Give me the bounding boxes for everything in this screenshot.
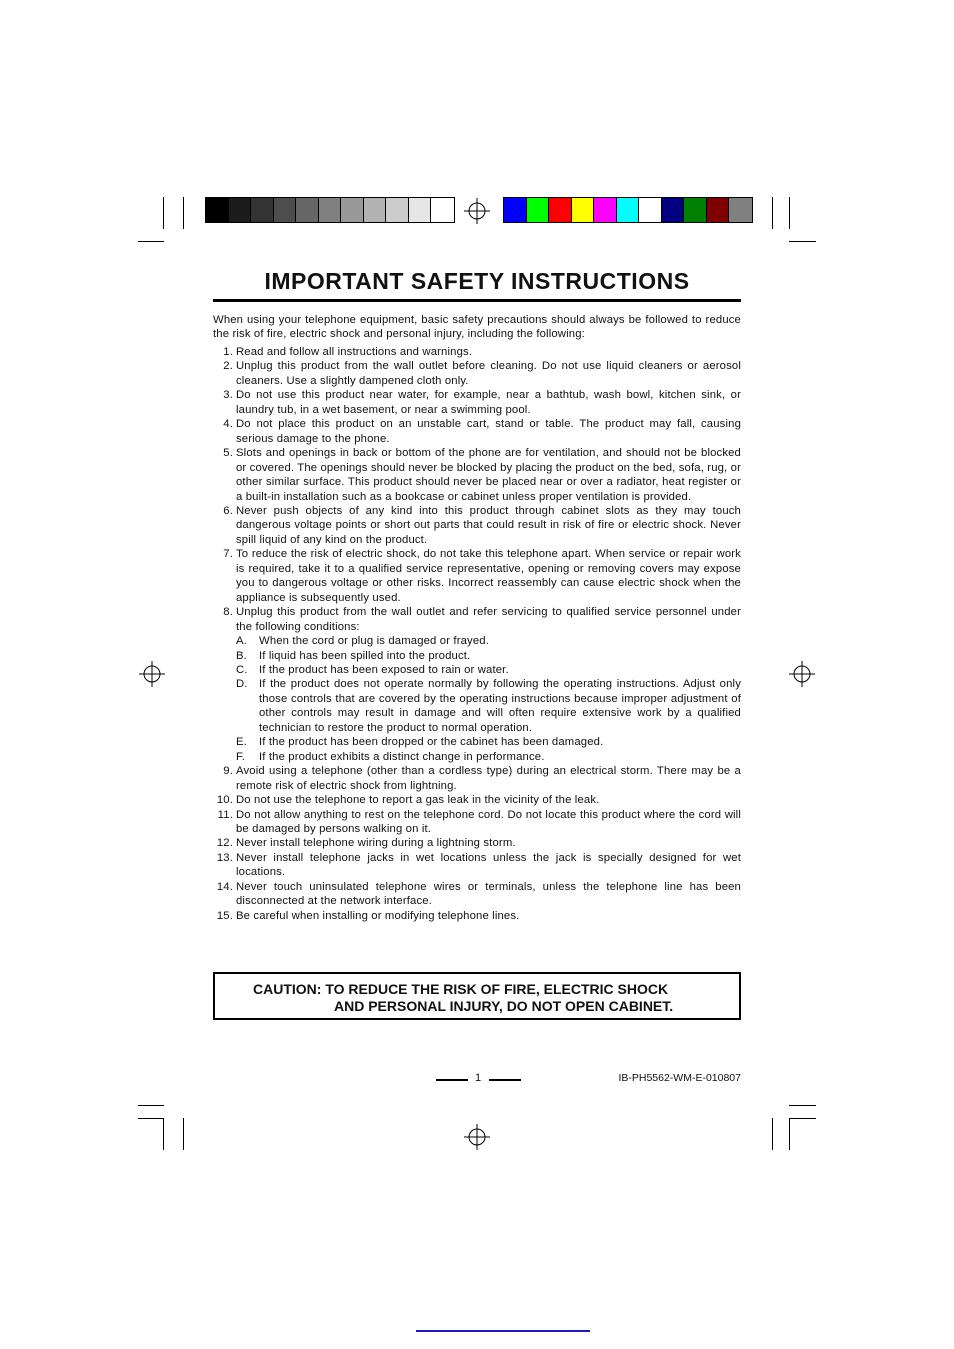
list-item-number: 11.	[217, 808, 233, 821]
list-item	[213, 446, 741, 504]
crop-mark	[772, 197, 773, 229]
list-item	[213, 851, 741, 880]
sub-list-letter: E.	[236, 736, 247, 749]
link-underline	[416, 1330, 590, 1332]
sub-list-letter: A.	[236, 635, 247, 648]
crop-mark	[772, 1118, 773, 1150]
calibration-swatch	[229, 198, 252, 222]
list-item-number: 8.	[223, 606, 233, 619]
sub-list-letter: C.	[236, 663, 248, 676]
title-underline	[213, 299, 741, 302]
calibration-swatch	[386, 198, 409, 222]
crop-mark	[183, 197, 184, 229]
list-item	[213, 417, 741, 446]
list-item-number: 14.	[216, 880, 233, 893]
list-item	[213, 504, 741, 547]
sub-list-letter: F.	[236, 750, 246, 763]
sub-list-item	[236, 634, 741, 648]
sub-list-letter: B.	[236, 649, 247, 662]
sub-list	[236, 634, 741, 764]
list-item	[213, 793, 741, 807]
list-item-text: To reduce the risk of electric shock, do not take this telephone apart. When service or repair work is required, take it to a qualified service representative, opening or removing covers may expose you to dangerous voltage or other risks. Incorrect reassembly can cause electric shock when the appliance is subsequently used.	[236, 548, 741, 604]
page-number-rule	[436, 1079, 468, 1081]
list-item-number: 13.	[216, 851, 233, 864]
crop-mark	[138, 1105, 164, 1106]
crop-mark	[789, 1105, 816, 1106]
crop-mark	[138, 241, 164, 242]
calibration-swatch	[617, 198, 640, 222]
crop-mark	[789, 1118, 816, 1119]
list-item-number: 10.	[216, 794, 233, 807]
sub-list-text: If liquid has been spilled into the product.	[259, 649, 471, 662]
list-item	[213, 764, 741, 793]
calibration-swatch	[527, 198, 550, 222]
calibration-swatch	[729, 198, 752, 222]
document-id: IB-PH5562-WM-E-010807	[618, 1072, 741, 1084]
sub-list-text: When the cord or plug is damaged or frayed.	[259, 635, 489, 648]
calibration-swatch	[662, 198, 685, 222]
calibration-swatch	[707, 198, 730, 222]
list-item	[213, 388, 741, 417]
registration-mark-icon	[139, 661, 165, 687]
list-item-number: 7.	[223, 548, 233, 561]
color-calibration-bar	[503, 197, 753, 223]
list-item-text: Unplug this product from the wall outlet and refer servicing to qualified service personnel under the following conditions:	[236, 606, 741, 633]
sub-list-item	[236, 735, 741, 749]
calibration-swatch	[251, 198, 274, 222]
crop-mark	[789, 241, 816, 242]
caution-line-1: CAUTION: TO REDUCE THE RISK OF FIRE, ELECTRIC SHOCK	[253, 981, 669, 997]
list-item-number: 6.	[223, 504, 233, 517]
sub-list-item	[236, 663, 741, 677]
intro-paragraph: When using your telephone equipment, basic safety precautions should always be followed to reduce the risk of fire, electric shock and personal injury, including the following:	[213, 314, 741, 341]
calibration-swatch	[572, 198, 595, 222]
sub-list-text: If the product does not operate normally by following the operating instructions. Adjust only those controls that are covered by the operating instructions because improper adjustment of other controls may result in damage and will often require extensive work by a qualified technician to restore the product to normal operation.	[259, 678, 741, 734]
registration-mark-icon	[464, 198, 490, 224]
list-item-number: 9.	[223, 765, 233, 778]
crop-mark	[789, 197, 790, 229]
list-item-number: 1.	[223, 346, 233, 358]
list-item-text: Never install telephone wiring during a lightning storm.	[236, 837, 516, 850]
list-item-text: Do not use the telephone to report a gas leak in the vicinity of the leak.	[236, 794, 600, 807]
registration-mark-icon	[789, 661, 815, 687]
sub-list-item	[236, 750, 741, 764]
list-item-number: 15.	[216, 909, 233, 922]
crop-mark	[163, 1118, 164, 1150]
list-item-text: Be careful when installing or modifying telephone lines.	[236, 909, 520, 922]
sub-list-letter: D.	[236, 678, 248, 691]
list-item-number: 5.	[223, 447, 233, 460]
list-item-text: Never install telephone jacks in wet locations unless the jack is specially designed for wet locations.	[236, 851, 741, 879]
list-item-text: Do not allow anything to rest on the telephone cord. Do not locate this product where the cord will be damaged by persons walking on it.	[236, 808, 741, 835]
page-number-rule	[489, 1079, 521, 1081]
list-item	[213, 880, 741, 909]
sub-list-text: If the product exhibits a distinct change in performance.	[259, 750, 545, 763]
registration-mark-icon	[464, 1124, 490, 1150]
safety-instructions-list	[213, 345, 741, 923]
sub-list-text: If the product has been dropped or the cabinet has been damaged.	[259, 736, 604, 749]
calibration-swatch	[684, 198, 707, 222]
calibration-swatch	[639, 198, 662, 222]
sub-list-item	[236, 649, 741, 663]
calibration-swatch	[274, 198, 297, 222]
calibration-swatch	[206, 198, 229, 222]
sub-list-item	[236, 677, 741, 735]
list-item-number: 4.	[223, 418, 233, 431]
list-item	[213, 345, 741, 359]
calibration-swatch	[319, 198, 342, 222]
list-item-text: Read and follow all instructions and warnings.	[236, 346, 473, 358]
grayscale-calibration-bar	[205, 197, 455, 223]
list-item-text: Unplug this product from the wall outlet before cleaning. Do not use liquid cleaners or aerosol cleaners. Use a slightly dampened cloth only.	[236, 360, 741, 387]
calibration-swatch	[504, 198, 527, 222]
list-item-text: Never touch uninsulated telephone wires or terminals, unless the telephone line has been disconnected at the network interface.	[236, 880, 741, 908]
calibration-swatch	[594, 198, 617, 222]
page-title: IMPORTANT SAFETY INSTRUCTIONS	[264, 268, 690, 294]
crop-mark	[163, 197, 164, 229]
list-item	[213, 836, 741, 850]
crop-mark	[789, 1118, 790, 1150]
sub-list-text: If the product has been exposed to rain or water.	[259, 663, 509, 676]
list-item	[213, 547, 741, 605]
calibration-swatch	[341, 198, 364, 222]
list-item-text: Slots and openings in back or bottom of the phone are for ventilation, and should not be blocked or covered. The openings should never be blocked by placing the product on the bed, sofa, rug, or other similar surface. This product should never be placed near or over a radiator, heat register or a built-in installation such as a bookcase or cabinet unless proper ventilation is provided.	[236, 447, 741, 503]
crop-mark	[138, 1118, 164, 1119]
list-item-text: Never push objects of any kind into this product through cabinet slots as they may touch dangerous voltage points or short out parts that could result in risk of fire or electric shock. Never spill liquid of any kind on the product.	[236, 504, 741, 546]
caution-box	[213, 972, 741, 1020]
page-number: 1	[474, 1072, 482, 1084]
list-item-number: 2.	[223, 360, 233, 373]
calibration-swatch	[409, 198, 432, 222]
calibration-swatch	[431, 198, 454, 222]
calibration-swatch	[296, 198, 319, 222]
list-item-text: Do not place this product on an unstable cart, stand or table. The product may fall, causing serious damage to the phone.	[236, 418, 741, 445]
list-item	[213, 909, 741, 923]
list-item	[213, 808, 741, 837]
list-item-number: 3.	[223, 389, 233, 402]
calibration-swatch	[364, 198, 387, 222]
calibration-swatch	[549, 198, 572, 222]
crop-mark	[183, 1118, 184, 1150]
list-item-number: 12.	[216, 837, 233, 850]
list-item	[213, 359, 741, 388]
list-item	[213, 605, 741, 764]
list-item-text: Avoid using a telephone (other than a cordless type) during an electrical storm. There may be a remote risk of electric shock from lightning.	[236, 765, 741, 792]
caution-line-2: AND PERSONAL INJURY, DO NOT OPEN CABINET.	[334, 998, 674, 1014]
list-item-text: Do not use this product near water, for example, near a bathtub, wash bowl, kitchen sink, or laundry tub, in a wet basement, or near a swimming pool.	[236, 389, 741, 416]
